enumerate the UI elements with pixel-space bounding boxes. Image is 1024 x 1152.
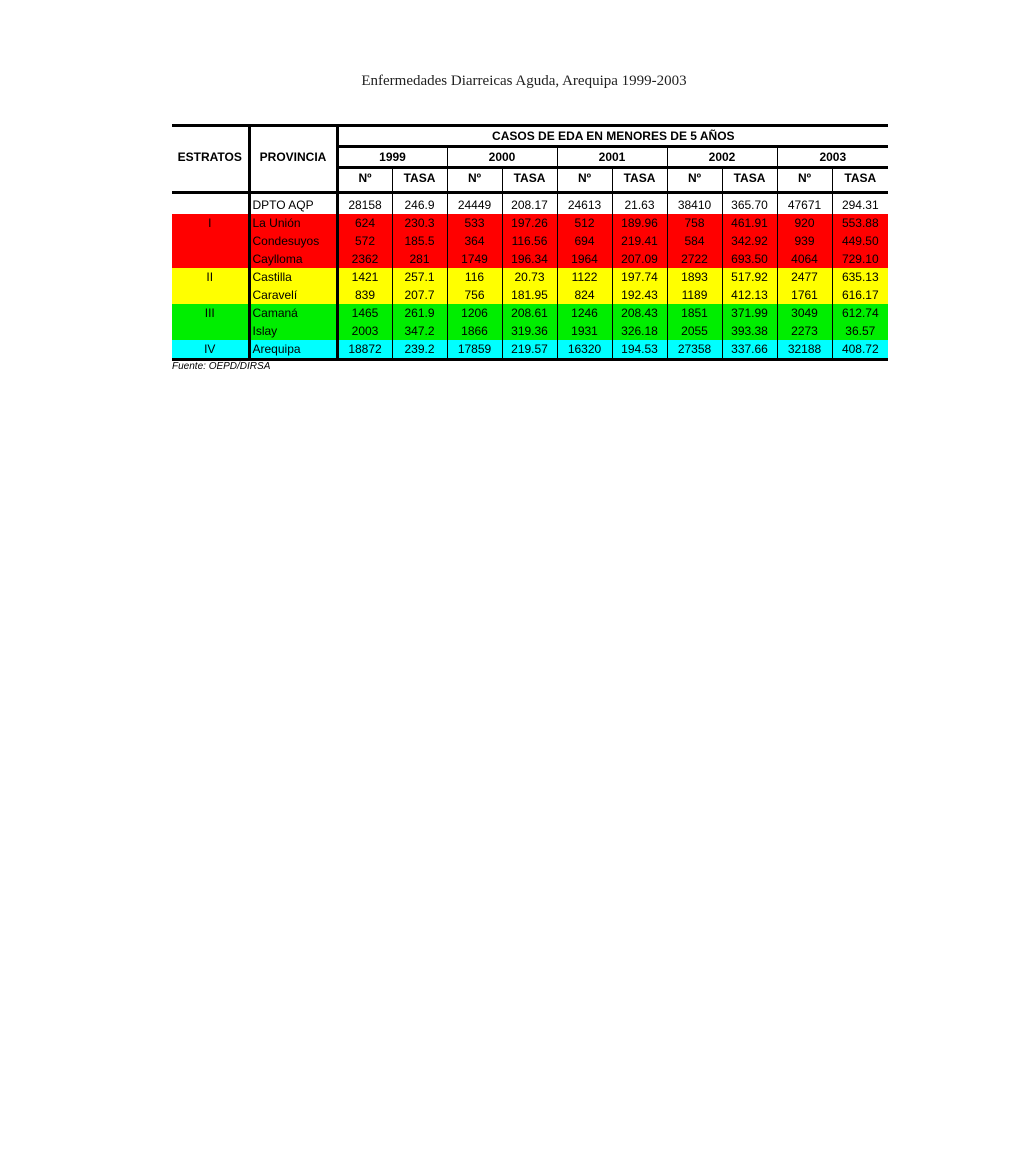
table-row	[172, 322, 888, 340]
cell-tasa: 612.74	[841, 306, 879, 320]
header-year-2001: 2001	[557, 147, 667, 168]
header-sub-tasa: TASA	[502, 168, 557, 188]
cell-tasa: 393.38	[722, 322, 777, 340]
cell-casos: 1749	[447, 250, 502, 268]
cell-tasa: 294.31	[841, 198, 879, 212]
cell-casos: 2273	[777, 322, 832, 340]
cell-casos: 1893	[667, 268, 722, 286]
cell-tasa: 616.17	[841, 288, 879, 302]
cell-tasa: 729.10	[841, 252, 879, 266]
header-estratos: ESTRATOS	[172, 126, 249, 188]
table-row	[172, 286, 888, 304]
cell-casos: 116	[447, 268, 502, 286]
table-row	[172, 340, 888, 360]
cell-tasa: 347.2	[392, 322, 447, 340]
cell-tasa: 246.9	[392, 196, 447, 214]
cell-casos: 1931	[557, 322, 612, 340]
cell-casos: 38410	[667, 196, 722, 214]
header-group: CASOS DE EDA EN MENORES DE 5 AÑOS	[337, 126, 888, 147]
cell-tasa: 230.3	[392, 214, 447, 232]
cell-casos: 572	[337, 232, 392, 250]
cell-tasa: 449.50	[841, 234, 879, 248]
cell-estrato: II	[172, 268, 249, 286]
cell-casos: 1465	[337, 304, 392, 322]
cell-estrato: III	[172, 304, 249, 322]
table-row	[172, 232, 888, 250]
cell-tasa: 36.57	[845, 324, 876, 338]
cell-tasa: 261.9	[392, 304, 447, 322]
header-sub-tasa: TASA	[844, 171, 877, 185]
cell-tasa: 239.2	[392, 340, 447, 360]
cell-tasa: 197.74	[612, 268, 667, 286]
cell-tasa: 192.43	[612, 286, 667, 304]
cell-casos: 3049	[777, 304, 832, 322]
cell-tasa: 20.73	[502, 268, 557, 286]
cell-casos: 2362	[337, 250, 392, 268]
cell-tasa: 342.92	[722, 232, 777, 250]
cell-casos: 1421	[337, 268, 392, 286]
cell-casos: 758	[667, 214, 722, 232]
cell-tasa: 21.63	[612, 196, 667, 214]
header-sub-no: Nº	[337, 168, 392, 188]
cell-tasa: 635.13	[841, 270, 879, 284]
cell-casos: 364	[447, 232, 502, 250]
table-row	[172, 196, 888, 214]
cell-tasa: 408.72	[832, 340, 888, 360]
cell-tasa: 208.17	[502, 196, 557, 214]
header-sub-tasa: TASA	[612, 168, 667, 188]
cell-casos: 17859	[447, 340, 502, 360]
cell-tasa: 365.70	[722, 196, 777, 214]
cell-casos: 694	[557, 232, 612, 250]
cell-casos: 1122	[557, 268, 612, 286]
table-row	[172, 268, 888, 286]
cell-tasa: 319.36	[502, 322, 557, 340]
cell-tasa: 281	[392, 250, 447, 268]
header-provincia: PROVINCIA	[249, 126, 337, 188]
header-sub-tasa: TASA	[392, 168, 447, 188]
cell-casos: 32188	[777, 340, 832, 360]
table-row	[172, 304, 888, 322]
cell-estrato: I	[172, 214, 249, 232]
cell-tasa: 208.61	[502, 304, 557, 322]
cell-casos: 920	[777, 214, 832, 232]
cell-estrato: IV	[172, 340, 249, 360]
cell-tasa: 181.95	[502, 286, 557, 304]
cell-tasa: 412.13	[722, 286, 777, 304]
cell-tasa: 337.66	[722, 340, 777, 360]
cell-casos: 24449	[447, 196, 502, 214]
cell-casos: 1851	[667, 304, 722, 322]
cell-tasa: 208.43	[612, 304, 667, 322]
table-header	[172, 126, 888, 197]
cell-tasa: 219.41	[612, 232, 667, 250]
cell-provincia: La Unión	[249, 214, 337, 232]
cell-tasa: 326.18	[612, 322, 667, 340]
cell-casos: 47671	[777, 196, 832, 214]
cell-casos: 27358	[667, 340, 722, 360]
cell-tasa: 219.57	[502, 340, 557, 360]
cell-casos: 839	[337, 286, 392, 304]
cell-provincia: Arequipa	[249, 340, 337, 360]
header-sub-no: Nº	[447, 168, 502, 188]
cell-casos: 28158	[337, 196, 392, 214]
header-sub-no: Nº	[667, 168, 722, 188]
cell-casos: 16320	[557, 340, 612, 360]
cell-provincia: Camaná	[249, 304, 337, 322]
cell-casos: 756	[447, 286, 502, 304]
table-body	[172, 196, 888, 360]
cell-provincia: Condesuyos	[249, 232, 337, 250]
cell-tasa: 189.96	[612, 214, 667, 232]
header-year-1999: 1999	[337, 147, 447, 168]
cell-tasa: 185.5	[392, 232, 447, 250]
table-row	[172, 250, 888, 268]
header-year-2002: 2002	[667, 147, 777, 168]
cell-casos: 824	[557, 286, 612, 304]
cell-tasa: 197.26	[502, 214, 557, 232]
cell-casos: 24613	[557, 196, 612, 214]
header-sub-no: Nº	[777, 168, 832, 188]
header-year-2003: 2003	[777, 147, 888, 168]
cell-casos: 2477	[777, 268, 832, 286]
cell-estrato	[172, 232, 249, 250]
cell-casos: 1866	[447, 322, 502, 340]
cell-tasa: 257.1	[392, 268, 447, 286]
table-row	[172, 214, 888, 232]
cell-tasa: 553.88	[841, 216, 879, 230]
cell-provincia: Islay	[249, 322, 337, 340]
cell-provincia: DPTO AQP	[249, 196, 337, 214]
cell-casos: 2722	[667, 250, 722, 268]
cell-estrato	[172, 286, 249, 304]
cell-casos: 1761	[777, 286, 832, 304]
cell-provincia: Caylloma	[249, 250, 337, 268]
eda-table	[172, 124, 888, 361]
eda-table-container	[172, 124, 888, 361]
cell-casos: 2003	[337, 322, 392, 340]
cell-tasa: 517.92	[722, 268, 777, 286]
header-sub-no: Nº	[557, 168, 612, 188]
cell-casos: 1246	[557, 304, 612, 322]
cell-estrato	[172, 196, 249, 214]
cell-casos: 939	[777, 232, 832, 250]
cell-casos: 18872	[337, 340, 392, 360]
cell-tasa: 196.34	[502, 250, 557, 268]
cell-casos: 1189	[667, 286, 722, 304]
cell-casos: 533	[447, 214, 502, 232]
cell-tasa: 207.7	[392, 286, 447, 304]
cell-provincia: Caravelí	[249, 286, 337, 304]
cell-tasa: 116.56	[502, 232, 557, 250]
cell-tasa: 371.99	[722, 304, 777, 322]
cell-casos: 512	[557, 214, 612, 232]
cell-casos: 1206	[447, 304, 502, 322]
cell-casos: 624	[337, 214, 392, 232]
header-year-2000: 2000	[447, 147, 557, 168]
source-note: Fuente: OEPD/DIRSA	[172, 361, 271, 372]
cell-casos: 4064	[777, 250, 832, 268]
cell-tasa: 693.50	[722, 250, 777, 268]
cell-provincia: Castilla	[249, 268, 337, 286]
cell-casos: 584	[667, 232, 722, 250]
cell-tasa: 461.91	[722, 214, 777, 232]
document-title: Enfermedades Diarreicas Aguda, Arequipa 1999-2003	[361, 73, 687, 89]
cell-casos: 1964	[557, 250, 612, 268]
cell-estrato	[172, 250, 249, 268]
header-sub-tasa: TASA	[722, 168, 777, 188]
cell-tasa: 194.53	[612, 340, 667, 360]
cell-estrato	[172, 322, 249, 340]
cell-tasa: 207.09	[612, 250, 667, 268]
cell-casos: 2055	[667, 322, 722, 340]
